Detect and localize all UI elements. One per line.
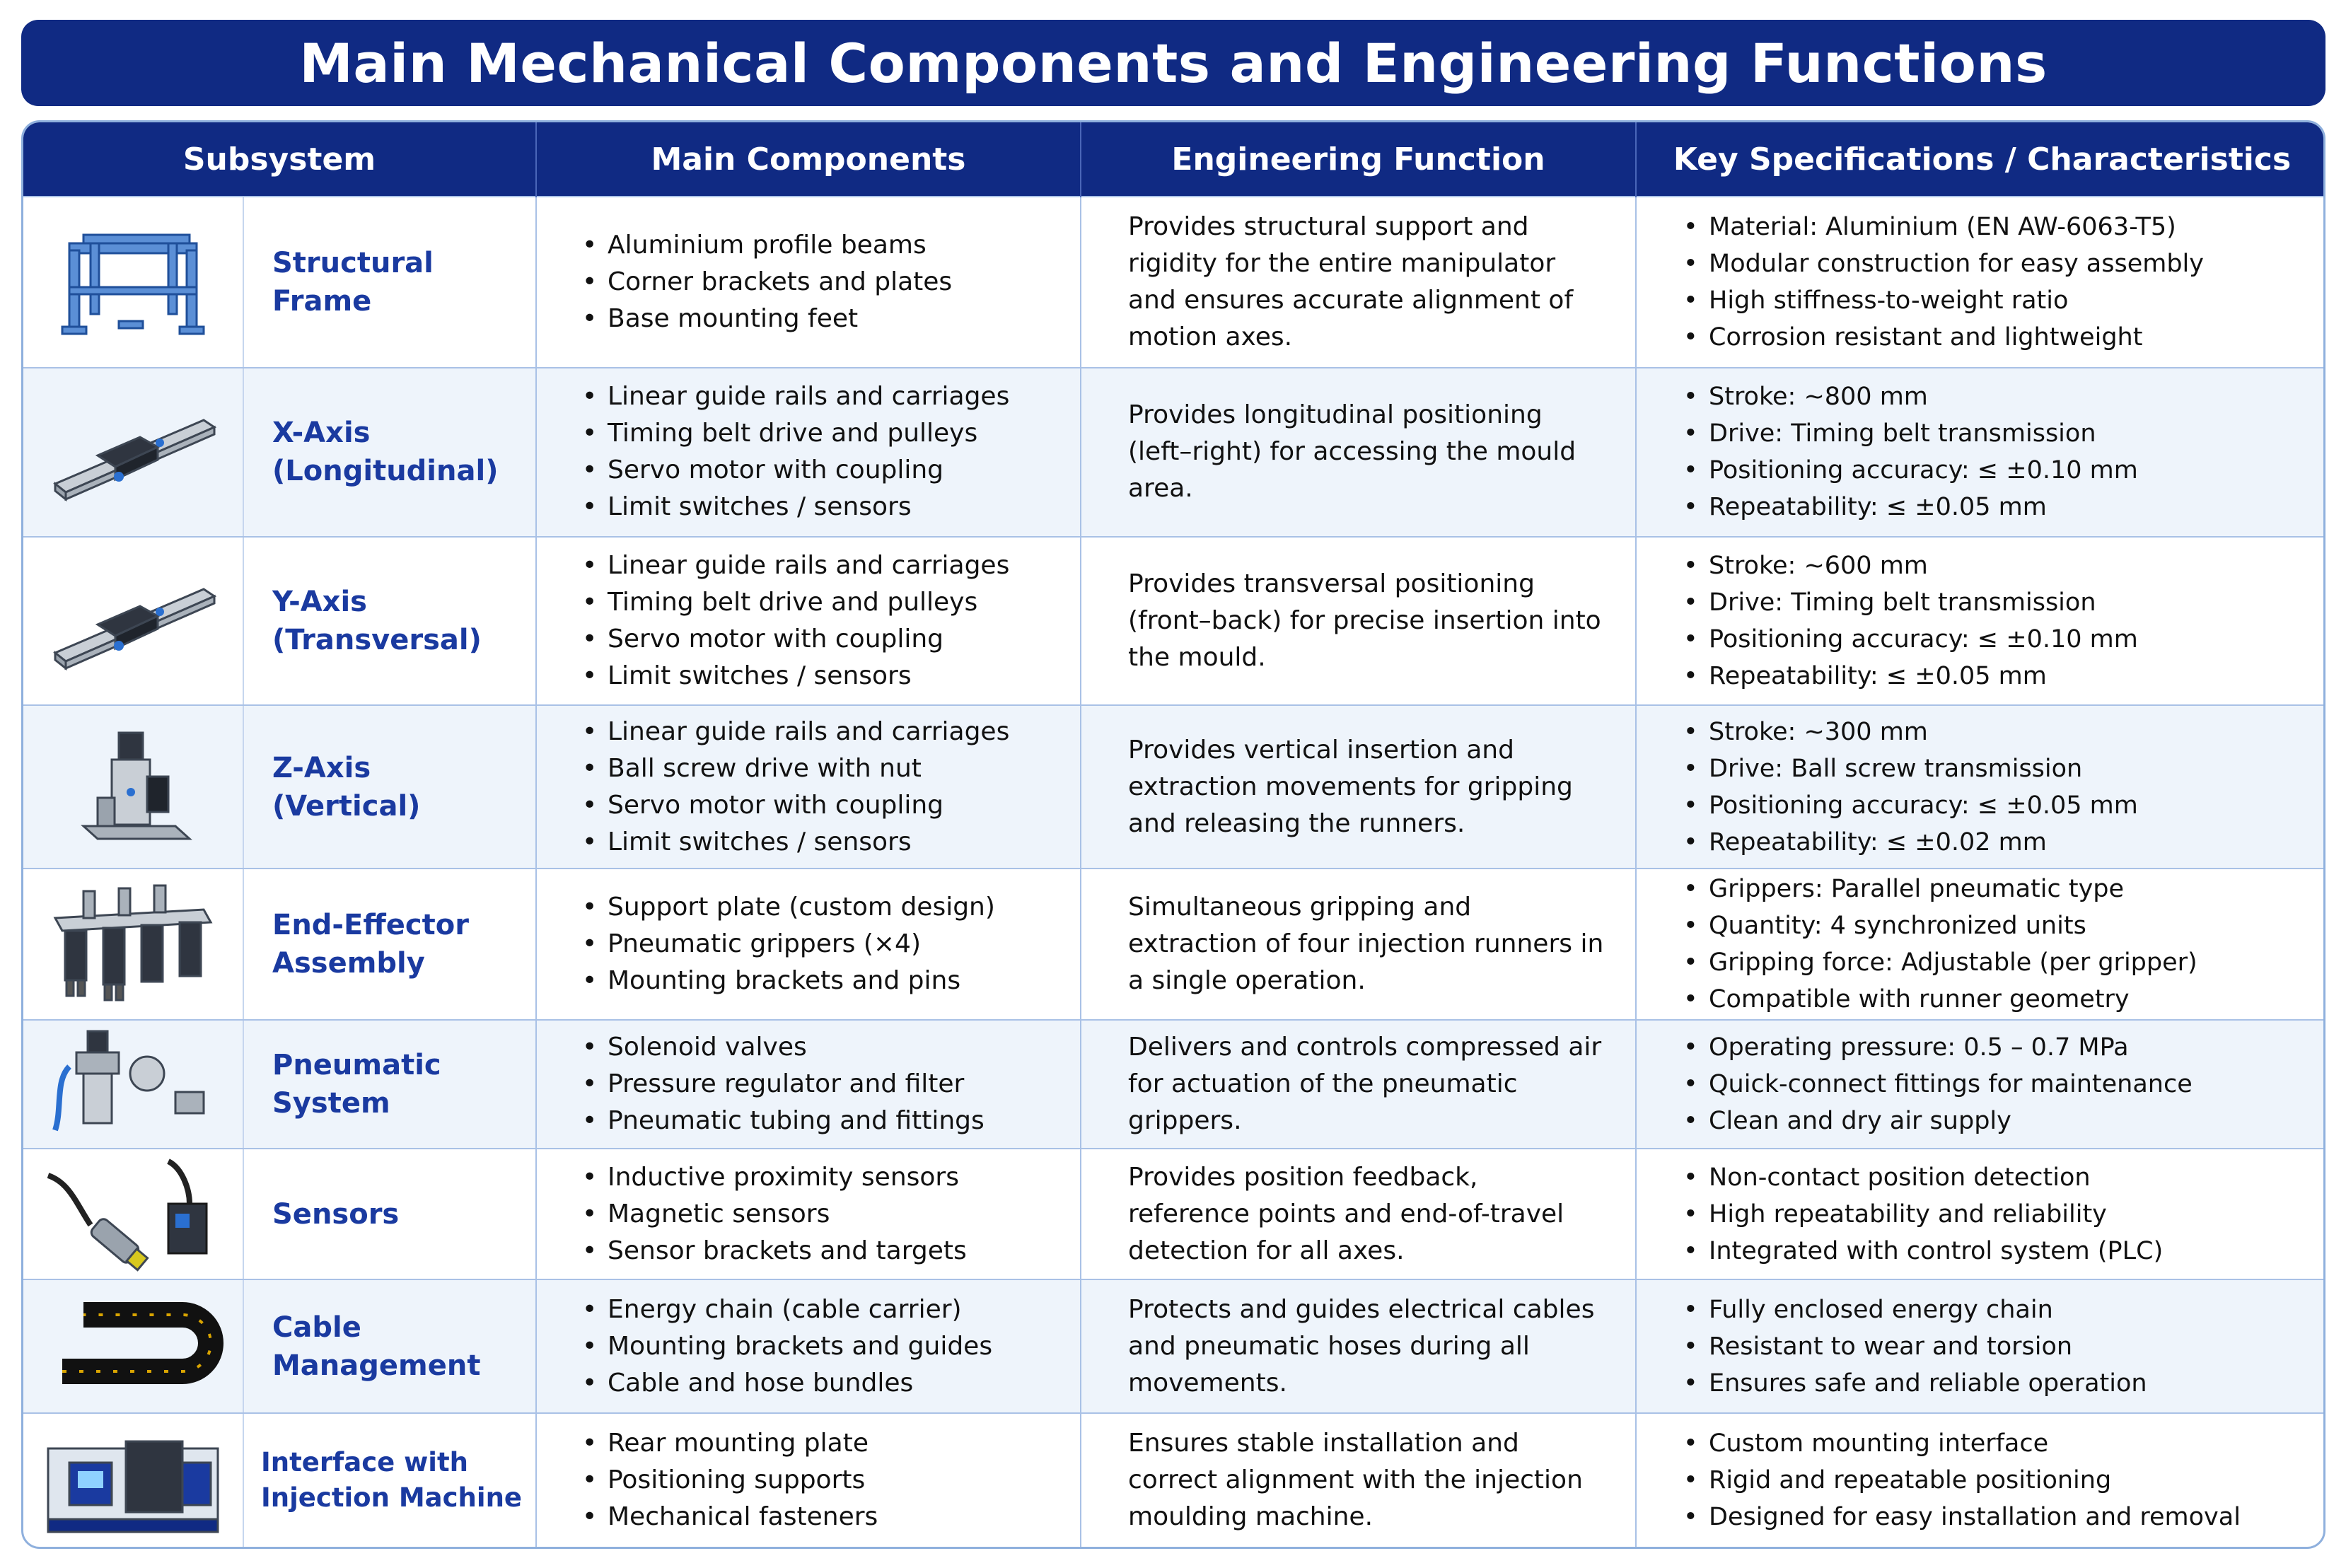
components-cell [536, 197, 1081, 368]
subsystem-cell [23, 869, 536, 1019]
specs-cell [1636, 869, 2325, 1019]
subsystem-cell [23, 705, 536, 869]
table-row [23, 197, 2325, 368]
specs-cell [1636, 705, 2325, 869]
subsystem-name-line: Management [272, 1349, 481, 1382]
component-item: • Pneumatic grippers (×4) [608, 926, 1080, 963]
component-item: • Limit switches / sensors [608, 489, 1080, 525]
function-text: Provides transversal positioning (front–back) for precise insertion into the mould. [1128, 569, 1601, 673]
subsystem-name-line: End-Effector [272, 909, 469, 942]
table-row [23, 1020, 2325, 1149]
subsystem-name [244, 1046, 441, 1122]
component-item: • Positioning supports [608, 1462, 1080, 1499]
subsystem-name [244, 414, 498, 490]
subsystem-name [244, 1195, 399, 1233]
spec-item: • Modular construction for easy assembly [1709, 245, 2325, 282]
spec-item: • Material: Aluminium (EN AW-6063-T5) [1709, 209, 2325, 245]
subsystem-name-line: Assembly [272, 947, 425, 980]
function-text: Simultaneous gripping and extraction of four injection runners in a single operation. [1128, 893, 1604, 996]
subsystem-name-line: Frame [272, 284, 372, 318]
component-item: • Servo motor with coupling [608, 452, 1080, 489]
components-cell [536, 1149, 1081, 1279]
subsystem-name [244, 1445, 522, 1516]
subsystem-name-line: System [272, 1087, 390, 1120]
component-item: • Cable and hose bundles [608, 1365, 1080, 1402]
component-item: • Pneumatic tubing and fittings [608, 1103, 1080, 1139]
components-cell [536, 869, 1081, 1019]
function-cell [1081, 197, 1636, 368]
component-item: • Timing belt drive and pulleys [608, 415, 1080, 452]
function-cell [1081, 1413, 1636, 1547]
table-row [23, 1149, 2325, 1279]
components-cell [536, 1279, 1081, 1413]
subsystem-name [244, 583, 482, 659]
subsystem-name [244, 244, 434, 320]
subsystem-cell [23, 537, 536, 705]
spec-item: • Fully enclosed energy chain [1709, 1291, 2325, 1328]
table-row [23, 869, 2325, 1019]
component-item: • Mounting brackets and pins [608, 963, 1080, 999]
subsystem-cell [23, 1413, 536, 1547]
spec-item: • Quantity: 4 synchronized units [1709, 907, 2325, 944]
subsystem-name-line: Injection Machine [261, 1482, 523, 1514]
components-cell [536, 537, 1081, 705]
subsystem-name-line: Y-Axis [272, 586, 367, 619]
component-item: • Timing belt drive and pulleys [608, 584, 1080, 621]
spec-item: • High repeatability and reliability [1709, 1196, 2325, 1233]
component-item: • Servo motor with coupling [608, 621, 1080, 658]
table-row [23, 1413, 2325, 1547]
spec-item: • Gripping force: Adjustable (per gripper) [1709, 944, 2325, 981]
subsystem-cell [23, 1279, 536, 1413]
spec-item: • Stroke: ~600 mm [1709, 547, 2325, 584]
subsystem-name-line: (Vertical) [272, 789, 421, 823]
function-text: Provides position feedback, reference points and end-of-travel detection for all axes. [1128, 1162, 1564, 1265]
page-title: Main Mechanical Components and Engineering Functions [21, 20, 2325, 106]
linear-axis-icon [23, 368, 244, 537]
subsystem-name-line: Pneumatic [272, 1049, 441, 1082]
subsystem-name-line: Structural [272, 246, 434, 279]
specs-cell [1636, 1020, 2325, 1149]
function-text: Provides structural support and rigidity for the entire manipulator and ensures accurate alignment of motion axes. [1128, 211, 1574, 352]
function-text: Provides longitudinal positioning (left–right) for accessing the mould area. [1128, 400, 1576, 504]
subsystem-cell [23, 1020, 536, 1149]
specs-cell [1636, 1149, 2325, 1279]
header-specs: Key Specifications / Characteristics [1636, 122, 2325, 197]
pneumatic-unit-icon [23, 1021, 244, 1149]
spec-item: • Operating pressure: 0.5 – 0.7 MPa [1709, 1029, 2325, 1066]
component-item: • Energy chain (cable carrier) [608, 1291, 1080, 1328]
function-cell [1081, 537, 1636, 705]
spec-item: • Drive: Timing belt transmission [1709, 415, 2325, 452]
spec-item: • Positioning accuracy: ≤ ±0.10 mm [1709, 452, 2325, 489]
subsystem-name [244, 906, 469, 982]
spec-item: • Ensures safe and reliable operation [1709, 1365, 2325, 1402]
components-cell [536, 1020, 1081, 1149]
function-text: Provides vertical insertion and extraction movements for gripping and releasing the runners. [1128, 735, 1573, 838]
energy-chain-icon [23, 1280, 244, 1412]
spec-item: • Custom mounting interface [1709, 1425, 2325, 1462]
component-item: • Support plate (custom design) [608, 889, 1080, 926]
function-cell [1081, 368, 1636, 538]
spec-item: • Positioning accuracy: ≤ ±0.10 mm [1709, 621, 2325, 658]
subsystem-name [244, 1308, 480, 1385]
function-text: Ensures stable installation and correct alignment with the injection moulding machine. [1128, 1429, 1583, 1532]
component-item: • Linear guide rails and carriages [608, 378, 1080, 415]
subsystem-name-line: Z-Axis [272, 751, 371, 784]
components-cell [536, 1413, 1081, 1547]
component-item: • Rear mounting plate [608, 1425, 1080, 1462]
component-item: • Limit switches / sensors [608, 658, 1080, 695]
specs-cell [1636, 1413, 2325, 1547]
component-item: • Mounting brackets and guides [608, 1328, 1080, 1365]
table-row [23, 1279, 2325, 1413]
function-cell [1081, 1020, 1636, 1149]
spec-item: • Repeatability: ≤ ±0.05 mm [1709, 658, 2325, 695]
specs-cell [1636, 197, 2325, 368]
component-item: • Pressure regulator and filter [608, 1066, 1080, 1103]
spec-item: • Positioning accuracy: ≤ ±0.05 mm [1709, 787, 2325, 824]
subsystem-name-line: X-Axis [272, 417, 371, 450]
spec-item: • Stroke: ~300 mm [1709, 714, 2325, 750]
component-item: • Inductive proximity sensors [608, 1159, 1080, 1196]
specs-cell [1636, 368, 2325, 538]
subsystem-cell [23, 1149, 536, 1279]
vertical-axis-icon [23, 706, 244, 869]
spec-item: • Repeatability: ≤ ±0.02 mm [1709, 824, 2325, 861]
table-row [23, 537, 2325, 705]
components-cell [536, 705, 1081, 869]
spec-item: • Integrated with control system (PLC) [1709, 1233, 2325, 1270]
function-cell [1081, 1279, 1636, 1413]
table-header-row [23, 122, 2325, 197]
table-row [23, 705, 2325, 869]
subsystem-cell [23, 197, 536, 368]
component-item: • Sensor brackets and targets [608, 1233, 1080, 1270]
spec-item: • High stiffness-to-weight ratio [1709, 282, 2325, 319]
spec-item: • Resistant to wear and torsion [1709, 1328, 2325, 1365]
component-item: • Limit switches / sensors [608, 824, 1080, 861]
component-item: • Base mounting feet [608, 301, 1080, 337]
function-text: Protects and guides electrical cables and pneumatic hoses during all movements. [1128, 1294, 1595, 1398]
component-item: • Servo motor with coupling [608, 787, 1080, 824]
linear-axis-icon [23, 538, 244, 704]
components-table [21, 120, 2325, 1549]
component-item: • Aluminium profile beams [608, 227, 1080, 264]
spec-item: • Quick-connect fittings for maintenance [1709, 1066, 2325, 1103]
function-cell [1081, 1149, 1636, 1279]
subsystem-cell [23, 368, 536, 538]
component-item: • Corner brackets and plates [608, 264, 1080, 301]
subsystem-name-line: Cable [272, 1311, 361, 1344]
component-item: • Solenoid valves [608, 1029, 1080, 1066]
spec-item: • Drive: Ball screw transmission [1709, 750, 2325, 787]
component-item: • Magnetic sensors [608, 1196, 1080, 1233]
header-components: Main Components [536, 122, 1081, 197]
components-cell [536, 368, 1081, 538]
function-cell [1081, 869, 1636, 1019]
spec-item: • Rigid and repeatable positioning [1709, 1462, 2325, 1499]
function-cell [1081, 705, 1636, 869]
subsystem-name-line: (Transversal) [272, 624, 482, 657]
subsystem-name-line: (Longitudinal) [272, 455, 499, 488]
component-item: • Ball screw drive with nut [608, 750, 1080, 787]
spec-item: • Designed for easy installation and removal [1709, 1499, 2325, 1535]
table-row [23, 368, 2325, 538]
spec-item: • Grippers: Parallel pneumatic type [1709, 871, 2325, 907]
sensor-icon [23, 1149, 244, 1279]
function-text: Delivers and controls compressed air for actuation of the pneumatic grippers. [1128, 1033, 1602, 1136]
header-subsystem: Subsystem [23, 122, 536, 197]
spec-item: • Repeatability: ≤ ±0.05 mm [1709, 489, 2325, 525]
spec-item: • Clean and dry air supply [1709, 1103, 2325, 1139]
spec-item: • Non-contact position detection [1709, 1159, 2325, 1196]
structural-frame-icon [23, 197, 244, 367]
injection-machine-icon [23, 1414, 244, 1547]
subsystem-name [244, 749, 420, 825]
subsystem-name-line: Interface with [261, 1447, 469, 1478]
subsystem-name-line: Sensors [272, 1197, 400, 1231]
spec-item: • Drive: Timing belt transmission [1709, 584, 2325, 621]
component-item: • Mechanical fasteners [608, 1499, 1080, 1535]
spec-item: • Compatible with runner geometry [1709, 981, 2325, 1018]
specs-cell [1636, 1279, 2325, 1413]
header-function: Engineering Function [1081, 122, 1636, 197]
component-item: • Linear guide rails and carriages [608, 547, 1080, 584]
gripper-assembly-icon [23, 869, 244, 1018]
spec-item: • Corrosion resistant and lightweight [1709, 319, 2325, 356]
spec-item: • Stroke: ~800 mm [1709, 378, 2325, 415]
specs-cell [1636, 537, 2325, 705]
component-item: • Linear guide rails and carriages [608, 714, 1080, 750]
